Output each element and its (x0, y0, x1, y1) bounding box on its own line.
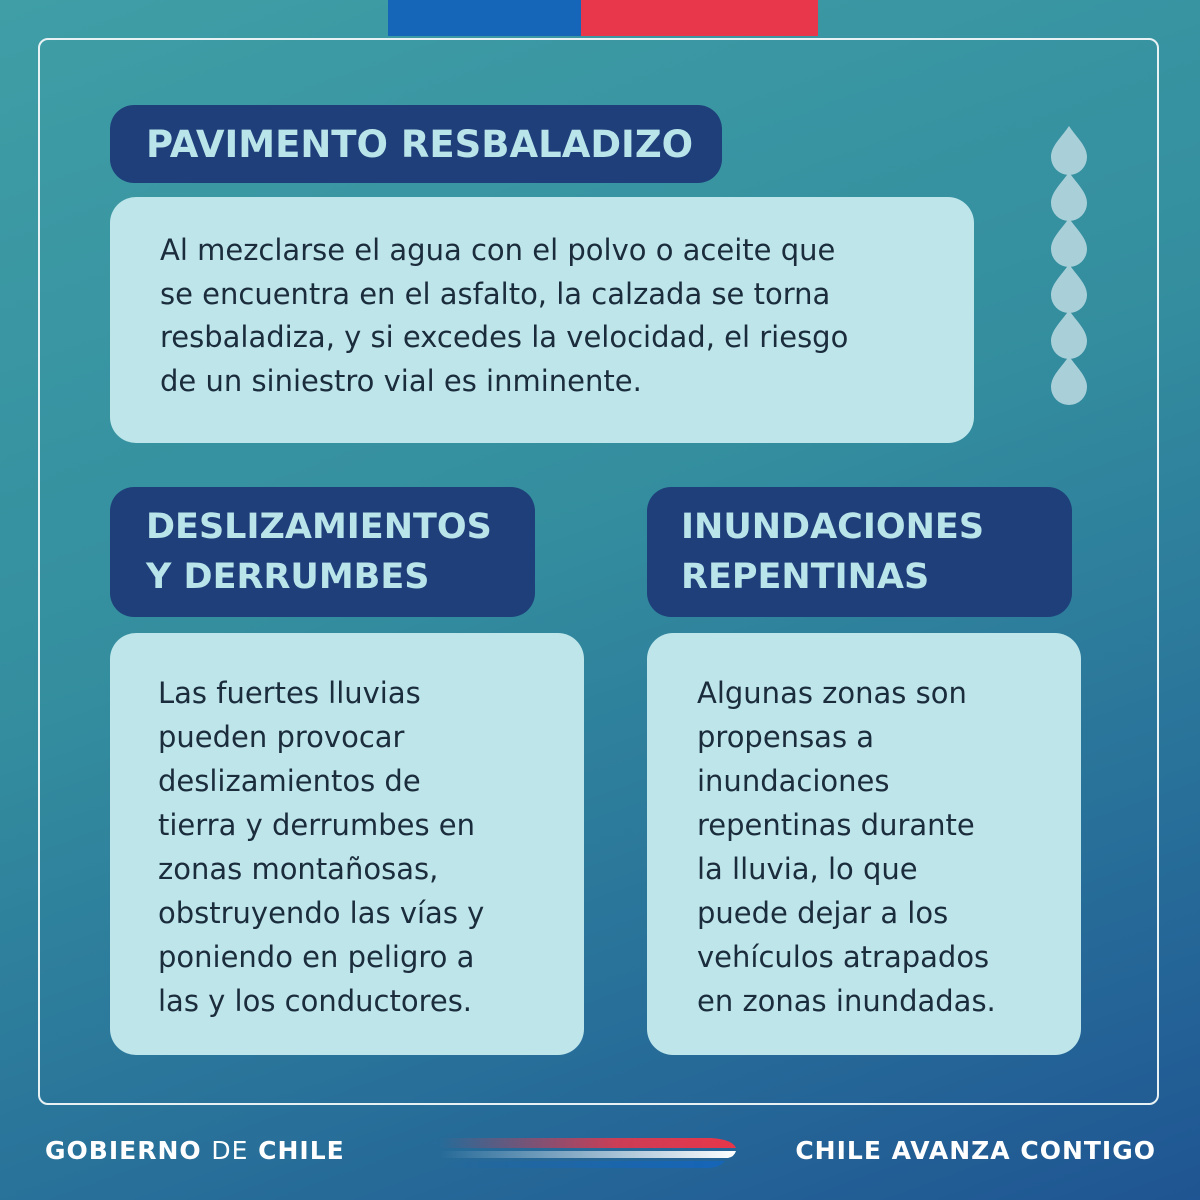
section-title-pavimento (110, 105, 722, 183)
section-title-deslizamientos-text: DESLIZAMIENTOS Y DERRUMBES (146, 507, 492, 597)
flag-stripe (388, 0, 818, 36)
section-body-inundaciones: Algunas zonas son propensas a inundaciones repentinas durante la lluvia, lo que puede dejar a los vehículos atrapados en zonas inundadas. (697, 676, 996, 1018)
section-title-inundaciones-text: INUNDACIONES REPENTINAS (681, 507, 985, 597)
flag-stripe-blue (388, 0, 581, 36)
flag-swoosh-icon (440, 1130, 740, 1172)
raindrops-icon (1045, 120, 1093, 410)
footer-gobierno-word: GOBIERNO (45, 1136, 202, 1165)
section-title-inundaciones (647, 487, 1072, 617)
section-title-pavimento-text: PAVIMENTO RESBALADIZO (146, 122, 694, 166)
footer-de-word: DE (211, 1136, 249, 1165)
flag-stripe-red (581, 0, 818, 36)
footer-slogan: CHILE AVANZA CONTIGO (795, 1136, 1156, 1165)
section-card-inundaciones (647, 633, 1081, 1055)
section-card-deslizamientos (110, 633, 584, 1055)
footer-gobierno-logo-text (45, 1136, 345, 1165)
section-body-pavimento: Al mezclarse el agua con el polvo o aceite que se encuentra en el asfalto, la calzada se torna resbaladiza, y si excedes la velocidad, el riesgo de un siniestro vial es inminente. (160, 233, 849, 398)
footer-chile-word: CHILE (258, 1136, 345, 1165)
section-body-deslizamientos: Las fuertes lluvias pueden provocar deslizamientos de tierra y derrumbes en zonas montañosas, obstruyendo las vías y poniendo en peligro a las y los conductores. (158, 676, 485, 1018)
section-title-deslizamientos (110, 487, 535, 617)
section-card-pavimento (110, 197, 974, 443)
